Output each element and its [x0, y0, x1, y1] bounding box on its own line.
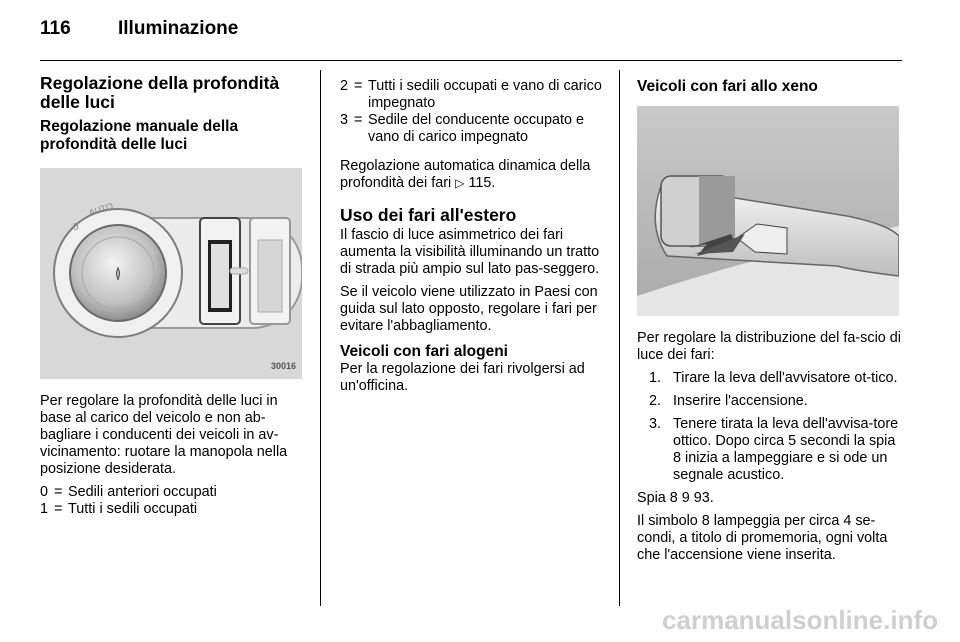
chapter-title: Illuminazione [118, 18, 239, 39]
section-title: Regolazione della profondità delle luci [40, 73, 280, 112]
header-rule [40, 60, 902, 61]
dial-zero-label: 0 [73, 222, 79, 233]
def-key-0: 0 [40, 484, 49, 500]
instruction-paragraph: Per regolare la profondità delle luci in base al carico del veicolo e non ab-bagliare i conducenti dei veicoli in av-vicinamento: ruotare la manopola nella posizione desiderata. [40, 393, 288, 477]
column-3 [637, 78, 905, 570]
dial-auto-label: AUTO [87, 200, 115, 218]
xenon-intro: Per regolare la distribuzione del fa-scio di luce dei fari: [637, 330, 901, 363]
column-divider-1 [320, 70, 321, 606]
abroad-title: Uso dei fari all'estero [340, 205, 517, 225]
auto-adjust-paragraph: Regolazione automatica dinamica della profondità dei fari ▷ 115. [340, 158, 591, 191]
page-ref[interactable]: 115. [468, 175, 496, 191]
column-1 [40, 74, 305, 518]
list-item: 3. Tenere tirata la leva dell'avvisa-tore ottico. Dopo circa 5 secondi la spia 8 inizia a lampeggiare e si ode un segnale acustico. [649, 416, 899, 483]
headlight-dial-illustration [40, 168, 302, 379]
abroad-paragraph-1: Il fascio di luce asimmetrico dei fari aumenta la visibilità illuminando un tratto di strada più ampio sul lato pas-seggero. [340, 227, 600, 277]
load-definitions-1: 0 = Sedili anteriori occupati 1 = Tutti i sedili occupati [40, 484, 305, 518]
steps-list [637, 370, 905, 484]
halogen-title: Veicoli con fari alogeni [340, 343, 508, 360]
def-key-3: 3 [340, 112, 349, 128]
column-divider-2 [619, 70, 620, 606]
list-item: 2. Inserire l'accensione. [649, 393, 808, 409]
watermark-text: carmanualsonline.info [662, 605, 938, 635]
def-text-2: Tutti i sedili occupati e vano di carico impegnato [368, 78, 602, 111]
halogen-paragraph: Per la regolazione dei fari rivolgersi ad un'officina. [340, 361, 585, 394]
headlight-dial-figure [40, 168, 302, 379]
abroad-paragraph-2: Se il veicolo viene utilizzato in Paesi con guida sul lato opposto, regolare i fari per evitare l'abbagliamento. [340, 284, 598, 334]
page-header [40, 18, 238, 40]
def-key-2: 2 [340, 78, 349, 94]
load-definitions-2: 2 = Tutti i sedili occupati e vano di carico impegnato 3 = Sedile del conducente occupato e vano di carico impegnato [340, 78, 605, 146]
figure-number: 30016 [270, 361, 296, 371]
svg-text:≬: ≬ [114, 265, 122, 281]
page-number: 116 [40, 18, 71, 39]
final-paragraph: Il simbolo 8 lampeggia per circa 4 se-condi, a titolo di promemoria, ogni volta che l'accensione viene inserita. [637, 513, 888, 563]
def-text-1: Tutti i sedili occupati [68, 501, 198, 517]
xenon-title: Veicoli con fari allo xeno [637, 78, 818, 95]
stalk-figure [637, 106, 899, 316]
list-item: 1. Tirare la leva dell'avvisatore ot-tico. [649, 370, 898, 386]
def-text-0: Sedili anteriori occupati [68, 484, 217, 500]
subsection-title: Regolazione manuale della profondità delle luci [40, 118, 239, 153]
def-key-1: 1 [40, 501, 49, 517]
column-2 [340, 78, 605, 401]
def-text-3: Sedile del conducente occupato e vano di carico impegnato [368, 112, 585, 145]
spia-line: Spia 8 9 93. [637, 490, 714, 506]
stalk-illustration [637, 106, 899, 316]
